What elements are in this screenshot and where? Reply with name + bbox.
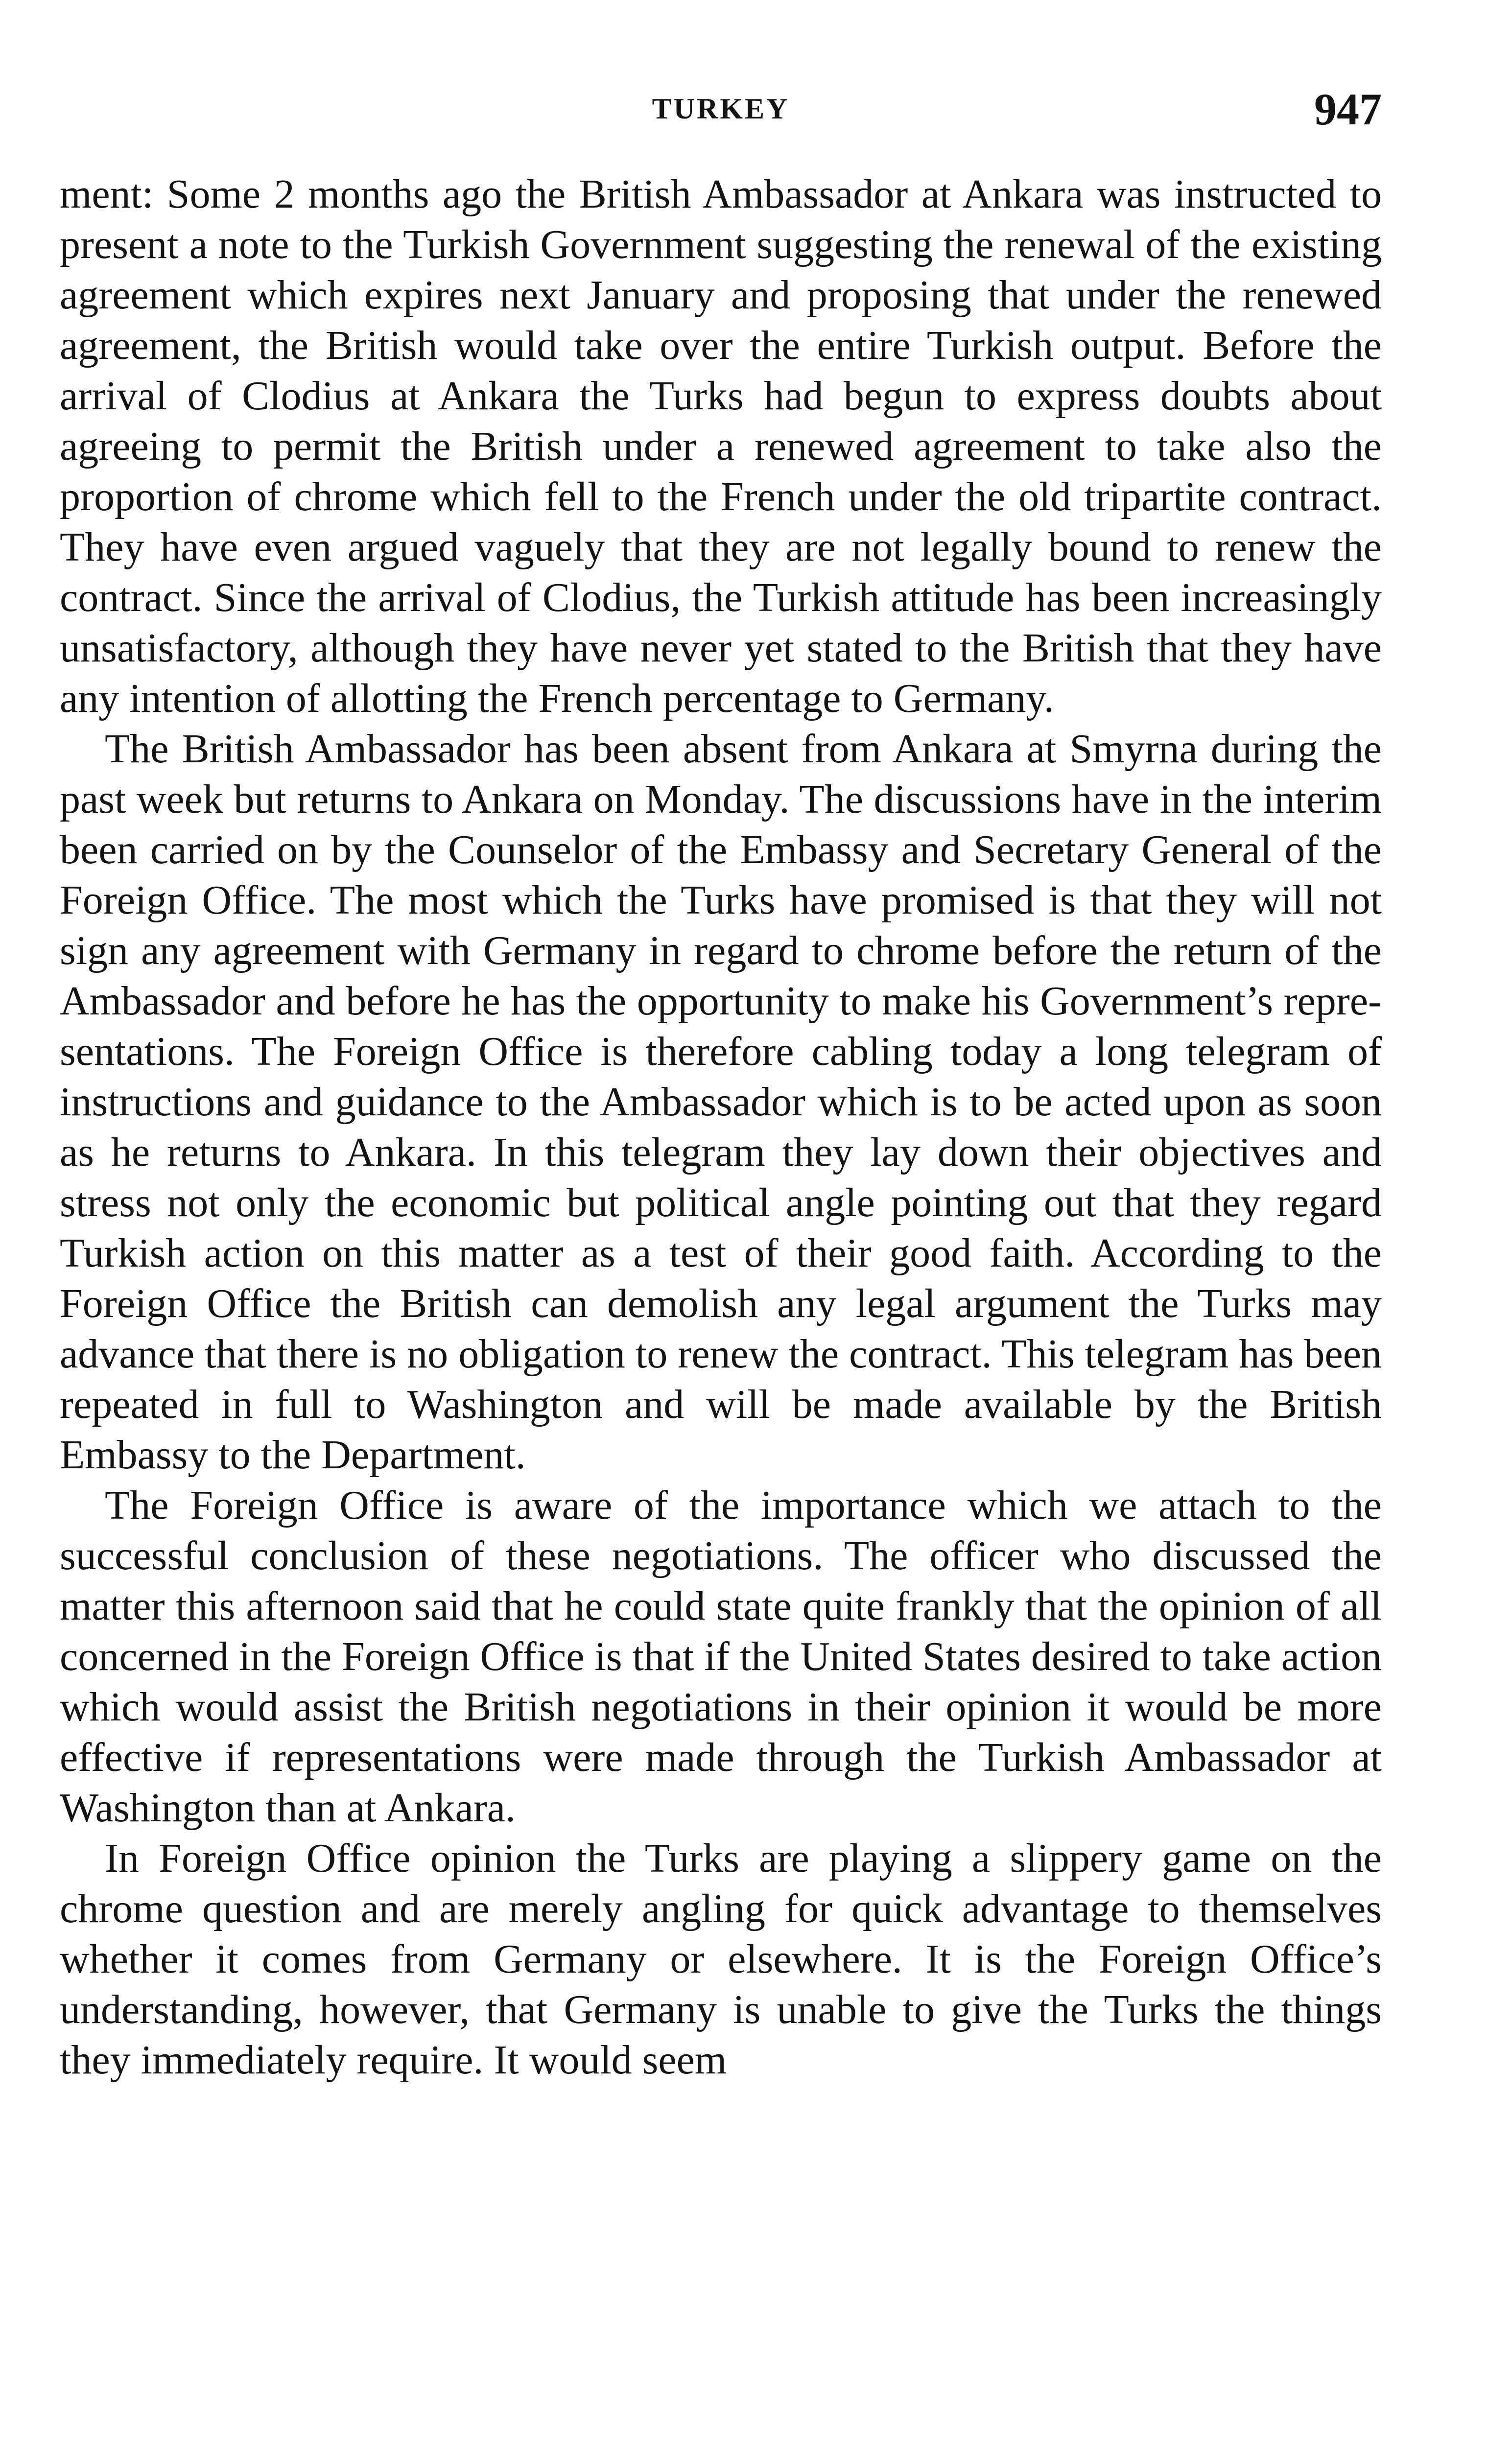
page-number: 947 (1314, 84, 1382, 134)
paragraph-1: ment: Some 2 months ago the British Ambassador at Ankara was instructed to present a note to the Turkish Government suggesting the renewal of the existing agreement which expires next January and proposing that under the renewed agreement, the British would take over the entire Turkish output. Before the arrival of Clodius at Ankara the Turks had begun to express doubts about agreeing to permit the British under a renewed agreement to take also the proportion of chrome which fell to the French under the old tripartite contract. They have even argued vaguely that they are not legally bound to renew the contract. Since the arrival of Clodius, the Turkish attitude has been increasingly unsatisfactory, although they have never yet stated to the British that they have any intention of allotting the French percentage to Germany. (60, 171, 1382, 721)
paragraph-2: The British Ambassador has been absent from Ankara at Smyrna during the past week but returns to Ankara on Monday. The discussions have in the interim been carried on by the Counselor of the Embassy and Secretary General of the Foreign Office. The most which the Turks have promised is that they will not sign any agreement with Germany in regard to chrome before the return of the Ambassador and before he has the opportunity to make his Government’s representations. The Foreign Office is therefore cabling today a long telegram of instructions and guidance to the Ambassador which is to be acted upon as soon as he returns to Ankara. In this telegram they lay down their objectives and stress not only the economic but political angle pointing out that they regard Turkish action on this matter as a test of their good faith. According to the Foreign Office the British can demolish any legal argument the Turks may advance that there is no obligation to renew the contract. This telegram has been repeated in full to Washington and will be made available by the British Embassy to the Department. (60, 726, 1382, 1478)
paragraph-4: In Foreign Office opinion the Turks are playing a slippery game on the chrome question and are merely angling for quick advantage to themselves whether it comes from Germany or elsewhere. It is the Foreign Office’s understanding, however, that Germany is unable to give the Turks the things they immediately require. It would seem (60, 1836, 1382, 2083)
paragraph-3: The Foreign Office is aware of the importance which we attach to the successful conclusion of these negotiations. The officer who discussed the matter this afternoon said that he could state quite frankly that the opinion of all concerned in the Foreign Office is that if the United States desired to take action which would assist the British negotiations in their opinion it would be more effective if representations were made through the Turkish Ambassador at Washington than at Ankara. (60, 1483, 1382, 1831)
body-text (60, 169, 1382, 2085)
running-head (60, 83, 1382, 137)
running-head-title: TURKEY (652, 93, 790, 125)
